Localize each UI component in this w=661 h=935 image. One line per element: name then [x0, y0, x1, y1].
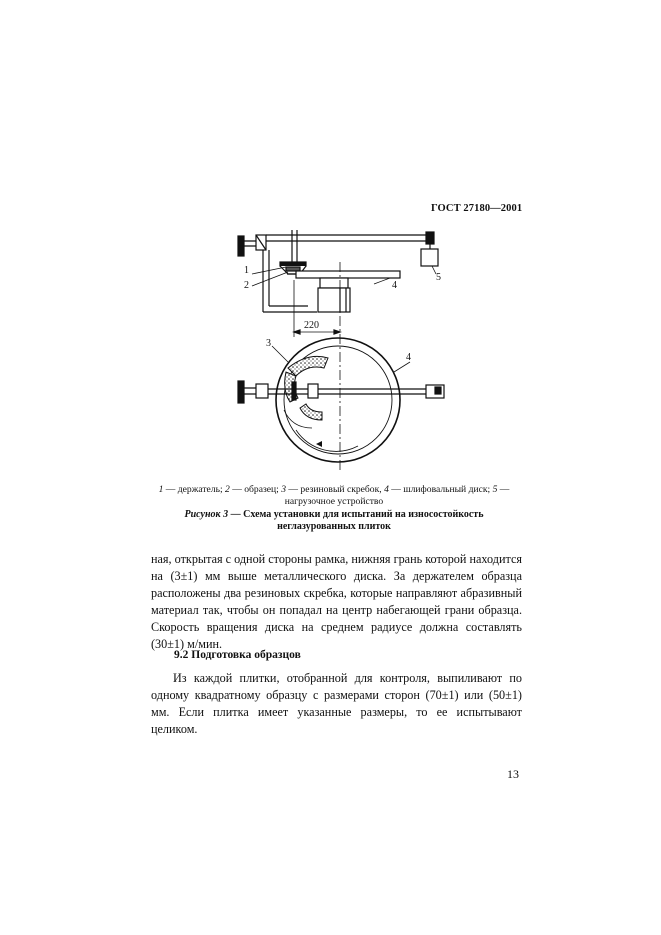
- legend-text-5: — нагрузочное устройство: [284, 484, 510, 507]
- paragraph-continuation: ная, открытая с одной стороны рамка, нижняя грань которой находится на (3±1) мм выше металлического диска. За держателем образца расположены два резиновых скребка, которые направляют абразивный материал так, чтобы он попадал на центр набегающей грани образца. Скорость вращения диска на среднем радиусе должна составлять (30±1) м/мин.: [151, 552, 522, 651]
- callout-2: 2: [244, 280, 249, 291]
- legend-text-3: — резиновый скребок,: [286, 484, 385, 495]
- callout-1: 1: [244, 265, 249, 276]
- legend-text-1: — держатель;: [163, 484, 226, 495]
- callout-4-top: 4: [406, 352, 411, 363]
- dimension-220: 220: [304, 320, 319, 331]
- figure-3: [200, 222, 500, 474]
- top-view: [238, 338, 444, 462]
- paragraph-sample-preparation: Из каждой плитки, отобранной для контроля, выпиливают по одному квадратному образцу с размерами сторон (70±1) или (50±1) мм. Если плитка имеет указанные размеры, то ее испытывают целиком.: [151, 671, 522, 736]
- page-number: 13: [507, 767, 519, 781]
- side-view: [238, 230, 438, 470]
- figure-legend: [148, 484, 520, 508]
- legend-num-4: 4: [384, 484, 389, 495]
- figure-caption: [148, 509, 520, 533]
- callout-5: 5: [436, 272, 441, 283]
- legend-num-3: 3: [281, 484, 287, 495]
- legend-num-5: 5: [492, 484, 498, 495]
- legend-text-2: — образец;: [229, 484, 282, 495]
- caption-text: — Схема установки для испытаний на износостойкость неглазурованных плиток: [228, 509, 484, 532]
- legend-num-1: 1: [158, 484, 164, 495]
- callout-4: 4: [392, 280, 397, 291]
- caption-label: Рисунок 3: [184, 509, 229, 520]
- legend-text-4: — шлифовальный диск;: [388, 484, 493, 495]
- section-heading: 9.2 Подготовка образцов: [174, 649, 301, 661]
- callout-3: 3: [266, 338, 271, 349]
- test-rig-diagram: [200, 222, 500, 474]
- legend-num-2: 2: [225, 484, 230, 495]
- document-code: ГОСТ 27180—2001: [431, 203, 523, 214]
